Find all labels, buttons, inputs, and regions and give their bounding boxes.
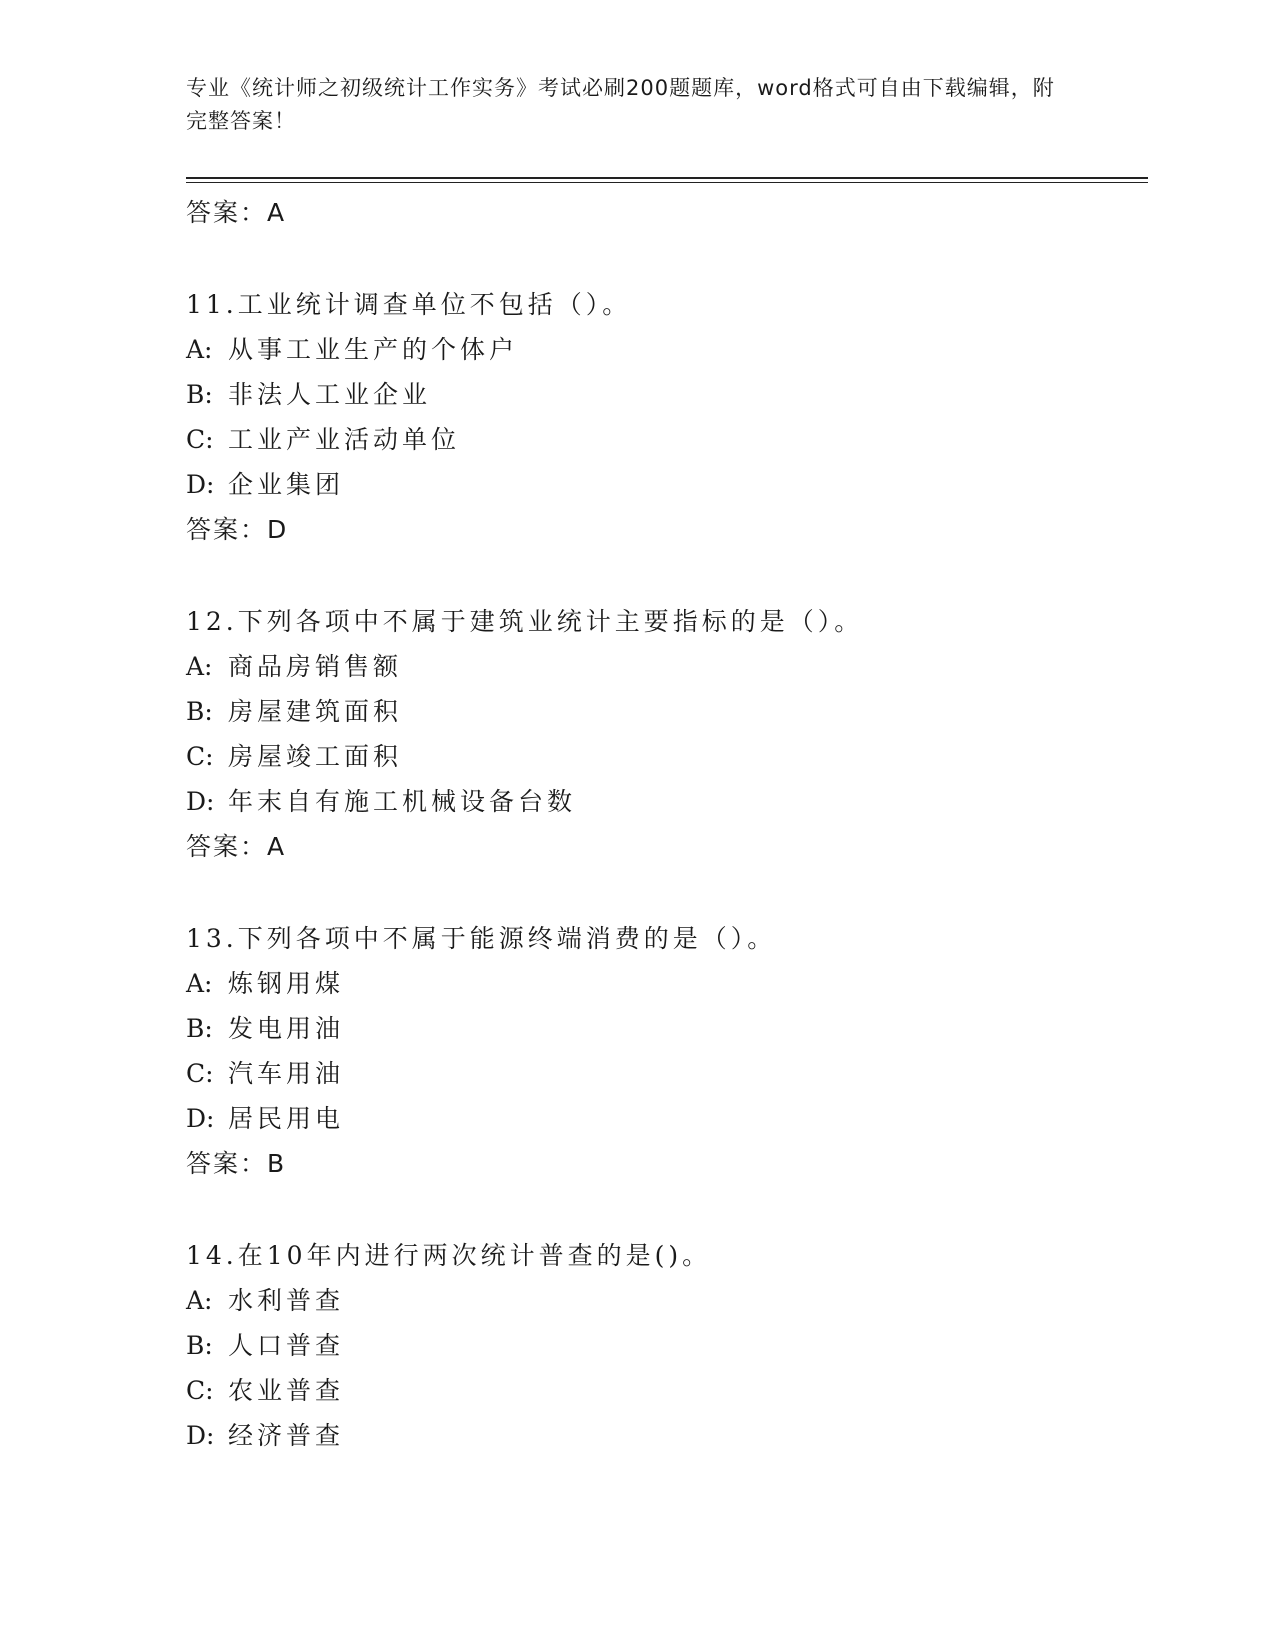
option-a bbox=[186, 644, 1146, 689]
option-b bbox=[186, 1323, 1146, 1368]
question-block bbox=[186, 599, 1146, 869]
option-text: 居民用电 bbox=[228, 1104, 345, 1133]
option-letter: A: bbox=[186, 335, 213, 364]
option-text: 农业普查 bbox=[228, 1376, 345, 1405]
option-text: 企业集团 bbox=[228, 470, 345, 499]
option-letter: A: bbox=[186, 969, 213, 998]
option-b bbox=[186, 1006, 1146, 1051]
option-letter: C: bbox=[186, 425, 214, 454]
spacer bbox=[186, 235, 1146, 282]
option-text: 商品房销售额 bbox=[228, 652, 403, 681]
question-list bbox=[186, 190, 1146, 1458]
document-intro bbox=[186, 72, 1066, 138]
option-letter: A: bbox=[186, 1286, 213, 1315]
option-text: 房屋建筑面积 bbox=[228, 697, 403, 726]
option-d bbox=[186, 1096, 1146, 1141]
option-d bbox=[186, 1413, 1146, 1458]
option-b bbox=[186, 372, 1146, 417]
option-text: 水利普查 bbox=[228, 1286, 345, 1315]
option-letter: A: bbox=[186, 652, 213, 681]
option-letter: B: bbox=[186, 697, 213, 726]
option-letter: B: bbox=[186, 1014, 213, 1043]
header-divider-thin bbox=[186, 182, 1148, 183]
option-c bbox=[186, 734, 1146, 779]
option-text: 发电用油 bbox=[228, 1014, 345, 1043]
option-letter: D: bbox=[186, 1421, 215, 1450]
option-text: 经济普查 bbox=[228, 1421, 345, 1450]
option-letter: D: bbox=[186, 1104, 215, 1133]
option-a bbox=[186, 961, 1146, 1006]
question-block bbox=[186, 916, 1146, 1186]
answer-value: B bbox=[267, 1149, 287, 1178]
intro-text: 专业《统计师之初级统计工作实务》考试必刷200题题库，word格式可自由下载编辑，附完整答案！ bbox=[186, 76, 1055, 133]
question-block bbox=[186, 1233, 1146, 1458]
option-text: 炼钢用煤 bbox=[228, 969, 345, 998]
option-c bbox=[186, 1368, 1146, 1413]
option-c bbox=[186, 417, 1146, 462]
answer-line bbox=[186, 190, 1146, 235]
option-a bbox=[186, 1278, 1146, 1323]
answer-line bbox=[186, 507, 1146, 552]
option-letter: B: bbox=[186, 380, 213, 409]
answer-value: A bbox=[267, 832, 287, 861]
option-d bbox=[186, 779, 1146, 824]
question-stem: 11.工业统计调查单位不包括（）。 bbox=[186, 290, 632, 319]
question-stem: 13.下列各项中不属于能源终端消费的是（）。 bbox=[186, 924, 777, 953]
option-letter: C: bbox=[186, 742, 214, 771]
option-letter: B: bbox=[186, 1331, 213, 1360]
spacer bbox=[186, 1186, 1146, 1233]
option-letter: C: bbox=[186, 1059, 214, 1088]
option-letter: D: bbox=[186, 470, 215, 499]
answer-line bbox=[186, 1141, 1146, 1186]
option-c bbox=[186, 1051, 1146, 1096]
option-b bbox=[186, 689, 1146, 734]
answer-value: D bbox=[267, 515, 289, 544]
answer-label: 答案： bbox=[186, 832, 268, 861]
spacer bbox=[186, 552, 1146, 599]
option-text: 人口普查 bbox=[228, 1331, 345, 1360]
option-d bbox=[186, 462, 1146, 507]
option-letter: C: bbox=[186, 1376, 214, 1405]
question-block bbox=[186, 282, 1146, 552]
option-text: 汽车用油 bbox=[228, 1059, 345, 1088]
option-letter: D: bbox=[186, 787, 215, 816]
option-a bbox=[186, 327, 1146, 372]
answer-value: A bbox=[267, 198, 287, 227]
option-text: 工业产业活动单位 bbox=[228, 425, 461, 454]
option-text: 房屋竣工面积 bbox=[228, 742, 403, 771]
spacer bbox=[186, 869, 1146, 916]
answer-label: 答案： bbox=[186, 515, 268, 544]
option-text: 非法人工业企业 bbox=[228, 380, 432, 409]
header-divider-thick bbox=[186, 177, 1148, 179]
answer-label: 答案： bbox=[186, 1149, 268, 1178]
option-text: 从事工业生产的个体户 bbox=[228, 335, 519, 364]
answer-line bbox=[186, 824, 1146, 869]
option-text: 年末自有施工机械设备台数 bbox=[228, 787, 577, 816]
question-stem: 12.下列各项中不属于建筑业统计主要指标的是（）。 bbox=[186, 607, 864, 636]
question-stem: 14.在10年内进行两次统计普查的是()。 bbox=[186, 1241, 712, 1270]
answer-label: 答案： bbox=[186, 198, 268, 227]
